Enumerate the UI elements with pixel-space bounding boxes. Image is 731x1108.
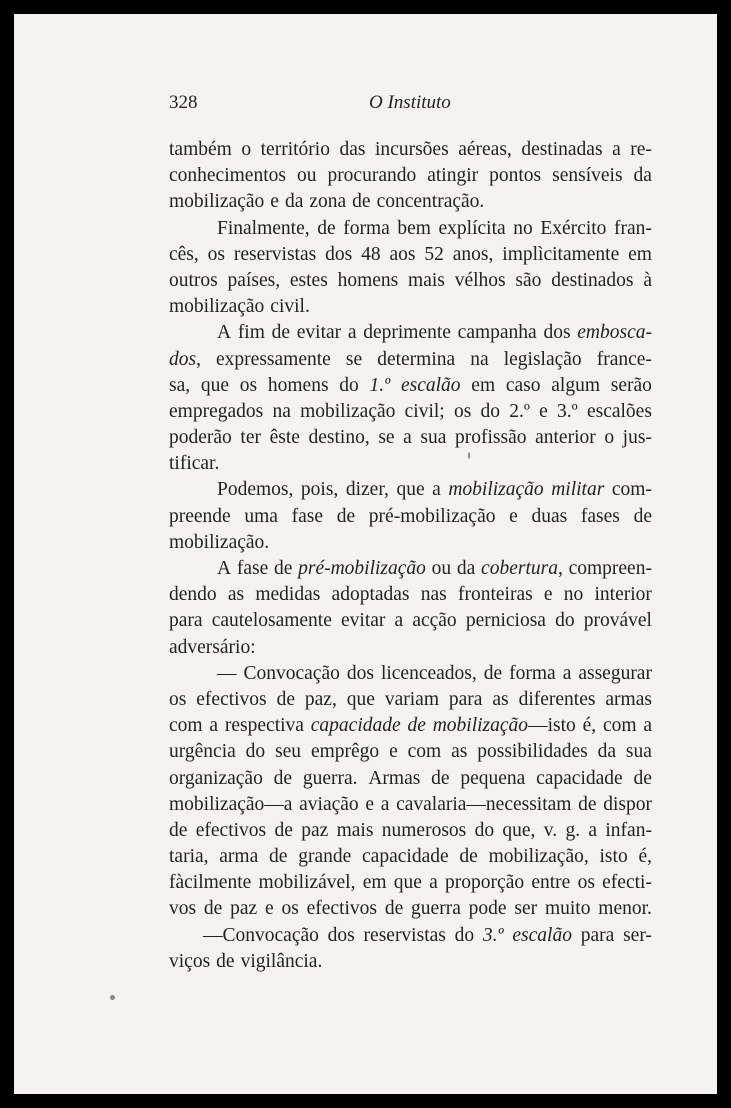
word: pré-mobilização (368, 505, 496, 527)
word: bem (397, 217, 431, 239)
word: sua (625, 741, 652, 763)
word: o (604, 427, 615, 449)
word: jus- (622, 427, 652, 449)
word: na (470, 348, 489, 370)
word: de (271, 322, 291, 344)
word: Armas (368, 767, 421, 789)
word: dendo (169, 584, 217, 606)
word: 1.º (369, 374, 391, 396)
word: anterior (535, 427, 596, 449)
word: em (471, 374, 496, 396)
word: do (339, 374, 359, 396)
word: ser (514, 898, 538, 920)
text-line (169, 713, 652, 739)
word: re- (630, 139, 652, 160)
text-line (169, 739, 652, 765)
word: mobilização—a (169, 793, 293, 815)
word: poderão (169, 427, 232, 449)
word: ser- (623, 924, 652, 946)
word: capacidade (310, 715, 401, 737)
text-line (169, 870, 652, 896)
word: mobilização (169, 191, 265, 213)
word: a (380, 793, 390, 815)
word: ou (296, 165, 317, 187)
word: de (276, 688, 295, 710)
word: —Convocação (203, 924, 319, 946)
word: para (580, 924, 615, 946)
word: na (272, 400, 291, 422)
word: cautelosamente (211, 610, 332, 632)
word: também (169, 139, 232, 160)
word: armas (605, 688, 652, 710)
word: mobilizável, (258, 872, 356, 894)
word: atingir (427, 165, 479, 187)
word: legislação (503, 348, 582, 370)
word: de (352, 191, 371, 213)
word: aviação (299, 793, 359, 815)
word: e (365, 793, 375, 815)
word: efectivos (306, 898, 378, 920)
word: adoptadas (331, 584, 410, 606)
word: forma (343, 217, 390, 239)
word: que (200, 374, 230, 396)
word: profissão (455, 427, 527, 449)
word: dispor (603, 793, 652, 815)
word: sa, (169, 374, 191, 396)
text-line (169, 373, 652, 399)
word: de (269, 846, 288, 868)
word: aos (389, 243, 416, 265)
word: as (492, 688, 509, 710)
word: 2.º (509, 400, 530, 422)
word: escalão (400, 374, 461, 396)
word: para (169, 610, 203, 632)
word: paz, (304, 688, 337, 710)
word: ter (240, 427, 261, 449)
word: da (456, 558, 476, 579)
word: compreen- (568, 558, 652, 579)
page-number: 328 (169, 92, 198, 113)
word: de (273, 767, 293, 789)
text-line (169, 189, 652, 215)
word: estes (289, 269, 328, 291)
word: as (451, 741, 468, 763)
text-line (169, 923, 652, 949)
word: efecti- (602, 872, 652, 894)
word: provável (583, 610, 652, 632)
word: pré-mobilização (298, 558, 426, 579)
word: caso (505, 374, 541, 396)
word: serão (610, 374, 652, 396)
word: capacidade (536, 767, 623, 789)
word: êste (269, 427, 300, 449)
word: deprimente (363, 322, 451, 344)
word: anos, (452, 243, 494, 265)
word: uma (244, 505, 278, 527)
word: duas (531, 505, 568, 527)
word: ou (431, 558, 452, 579)
word: A (217, 322, 232, 344)
text-line (169, 399, 652, 425)
word: pode (468, 898, 507, 920)
word: e (265, 898, 274, 920)
text-line (169, 163, 652, 189)
word: os (239, 374, 258, 396)
page-header (169, 92, 459, 122)
word: dos, (169, 348, 201, 370)
word: expressamente (216, 348, 331, 370)
word: em (628, 243, 652, 265)
word: mais (408, 269, 445, 291)
word: à (643, 269, 652, 291)
text-line (169, 451, 652, 477)
word: e (389, 741, 398, 763)
running-title: O Instituto (369, 92, 451, 113)
text-line (169, 216, 652, 242)
word: para (448, 688, 483, 710)
word: civil; (404, 400, 445, 422)
word: A (217, 558, 232, 579)
word: destinadas (521, 139, 603, 160)
word: organização (169, 767, 263, 789)
word: assegurar (578, 662, 652, 684)
word: em (362, 872, 387, 894)
word: guerra. (302, 767, 358, 789)
word: algum (551, 374, 601, 396)
book-page (14, 14, 717, 1094)
word: interior (594, 584, 652, 606)
word: pois, (300, 479, 339, 501)
word: pontos (489, 165, 542, 187)
word: reservistas (233, 243, 317, 265)
word: incursões (375, 139, 449, 160)
word: zona (309, 191, 347, 213)
word: pequena (460, 767, 526, 789)
word: france- (596, 348, 652, 370)
word: mobilização, (488, 846, 589, 868)
word: de (336, 505, 356, 527)
word: outros (169, 269, 218, 291)
word: escalões (586, 400, 652, 422)
text-line (169, 268, 652, 294)
text-line (169, 949, 652, 975)
word: aéreas, (458, 139, 512, 160)
word: possibilidades (477, 741, 588, 763)
word: com (169, 715, 203, 737)
word: empregados (169, 400, 264, 422)
word: a (432, 479, 441, 501)
word: a (562, 662, 572, 684)
word: do (555, 610, 575, 632)
word: fàcilmente (169, 872, 252, 894)
word: com- (611, 479, 652, 501)
word: das (339, 139, 366, 160)
word: cobertura, (481, 558, 563, 579)
word: Convocação (243, 662, 340, 684)
word: nas (420, 584, 447, 606)
word: a (643, 715, 652, 737)
text-line (169, 530, 652, 556)
word: de (384, 898, 404, 920)
text-line (169, 504, 652, 530)
word: v. (543, 819, 558, 841)
word: fase (236, 558, 269, 579)
word: proporção (445, 872, 525, 894)
word: do (480, 400, 501, 422)
print-speck (110, 995, 115, 1000)
word: de (169, 819, 188, 841)
text-line (169, 818, 652, 844)
word: os (281, 898, 299, 920)
word: e (543, 584, 553, 606)
word: preende (169, 505, 231, 527)
word: paz (230, 898, 258, 920)
word: perniciosa (465, 610, 546, 632)
word: tificar. (169, 453, 220, 475)
word: é, (582, 715, 597, 737)
word: cavalaria—necessitam (396, 793, 572, 815)
word: de (274, 819, 293, 841)
word: do (454, 924, 475, 946)
word: de (317, 217, 336, 239)
word: explícita (438, 217, 506, 239)
word: de (431, 767, 450, 789)
word: se (378, 427, 395, 449)
word: variam (384, 688, 439, 710)
word: que (346, 688, 375, 710)
word: embosca- (577, 322, 652, 344)
word: guerra (411, 898, 461, 920)
word: destinados (551, 269, 634, 291)
word: de (633, 767, 652, 789)
word: destino, (308, 427, 370, 449)
word: no (563, 584, 584, 606)
print-speck (468, 452, 470, 459)
word: que (393, 872, 422, 894)
word: mobilização. (169, 531, 270, 553)
word: 52 (424, 243, 444, 265)
word: a (347, 322, 357, 344)
word: arma (219, 846, 259, 868)
word: adversário: (169, 636, 256, 658)
text-line (169, 687, 652, 713)
word: 3.º (557, 400, 578, 422)
word: de (633, 505, 652, 527)
word: militar (551, 479, 605, 501)
word: evitar (296, 322, 342, 344)
word: e (270, 191, 279, 213)
text-line (169, 844, 652, 870)
word: dos (325, 243, 353, 265)
word: reservistas (363, 924, 446, 946)
word: determina (377, 348, 456, 370)
text-line (169, 294, 652, 320)
text-line (169, 137, 652, 163)
word: no (513, 217, 533, 239)
word: que, (502, 819, 536, 841)
word: — (217, 662, 237, 684)
word: implìcitamente (502, 243, 620, 265)
word: respectiva (224, 715, 304, 737)
word: diferentes (518, 688, 596, 710)
text-line (169, 766, 652, 792)
word: de (578, 793, 597, 815)
word: dos (346, 662, 374, 684)
word: fim (237, 322, 265, 344)
word: efectivos (196, 688, 267, 710)
word: homens (267, 374, 329, 396)
text-line (169, 635, 652, 661)
word: infan- (605, 819, 652, 841)
word: de (273, 558, 293, 579)
word: acção (412, 610, 457, 632)
text-line (169, 556, 652, 582)
word: campanha (457, 322, 537, 344)
word: mais (336, 819, 374, 841)
word: Exército (540, 217, 607, 239)
word: a (612, 139, 621, 160)
word: isto (599, 846, 628, 868)
word: Podemos, (217, 479, 294, 501)
text-line (169, 347, 652, 373)
text-line (169, 320, 652, 346)
word: seu (275, 741, 302, 763)
word: são (515, 269, 542, 291)
word: e (509, 505, 518, 527)
word: a (429, 872, 438, 894)
word: concentração. (376, 191, 485, 213)
word: se (345, 348, 363, 370)
text-line (169, 425, 652, 451)
word: sensíveis (552, 165, 623, 187)
word: os (577, 872, 595, 894)
word: a (209, 715, 219, 737)
word: mobilização (169, 296, 265, 318)
word: com (407, 741, 442, 763)
word: vélhos (454, 269, 506, 291)
word: do (474, 819, 495, 841)
word: de (203, 898, 223, 920)
word: fronteiras (457, 584, 533, 606)
word: as (227, 584, 245, 606)
word: g. (565, 819, 581, 841)
word: viços (169, 950, 211, 972)
word: os (453, 400, 472, 422)
word: mobilização—isto (432, 715, 576, 737)
word: escalão (512, 924, 572, 946)
word: sua (420, 427, 447, 449)
word: evitar (341, 610, 386, 632)
word: menor. (598, 898, 652, 920)
word: licenceados, (380, 662, 477, 684)
word: é, (638, 846, 652, 868)
body-text (169, 137, 652, 975)
text-line (169, 896, 652, 922)
word: civil. (270, 296, 310, 318)
word: Finalmente, (217, 217, 310, 239)
word: fases (580, 505, 620, 527)
word: vos (169, 898, 197, 920)
word: da (633, 165, 652, 187)
word: a (403, 427, 412, 449)
word: 48 (361, 243, 381, 265)
word: fase (291, 505, 324, 527)
word: a (588, 819, 598, 841)
text-line (169, 582, 652, 608)
word: taria, (169, 846, 209, 868)
word: homens (337, 269, 399, 291)
word: conhecimentos (169, 165, 286, 187)
word: 3.º (482, 924, 504, 946)
word: medidas (255, 584, 321, 606)
word: de (407, 715, 426, 737)
word: cês, (169, 243, 199, 265)
word: o (241, 139, 252, 160)
word: os (207, 243, 226, 265)
word: mobilização (448, 479, 544, 501)
word: dos (327, 924, 355, 946)
word: da (284, 191, 304, 213)
word: emprêgo (310, 741, 380, 763)
word: da (597, 741, 617, 763)
text-line (169, 608, 652, 634)
word: mobilização (300, 400, 396, 422)
word: os (169, 688, 187, 710)
word: procurando (327, 165, 417, 187)
text-line (169, 661, 652, 687)
word: a (394, 610, 404, 632)
word: e (539, 400, 548, 422)
word: de (483, 662, 503, 684)
word: entre (531, 872, 571, 894)
text-line (169, 792, 652, 818)
text-line (169, 242, 652, 268)
word: que (396, 479, 425, 501)
word: fran- (614, 217, 652, 239)
word: efectivos (195, 819, 267, 841)
word: com (602, 715, 637, 737)
word: numerosos (381, 819, 467, 841)
word: grande (298, 846, 352, 868)
word: urgência (169, 741, 236, 763)
word: de (459, 846, 478, 868)
word: de (216, 950, 235, 972)
word: do (245, 741, 266, 763)
word: paz (301, 819, 329, 841)
word: dos (543, 322, 571, 344)
word: território (260, 139, 330, 160)
word: países, (227, 269, 281, 291)
word: forma (509, 662, 556, 684)
word: dizer, (345, 479, 389, 501)
word: capacidade (362, 846, 449, 868)
word: vigilância. (240, 950, 323, 972)
word: muito (544, 898, 591, 920)
text-line (169, 477, 652, 503)
